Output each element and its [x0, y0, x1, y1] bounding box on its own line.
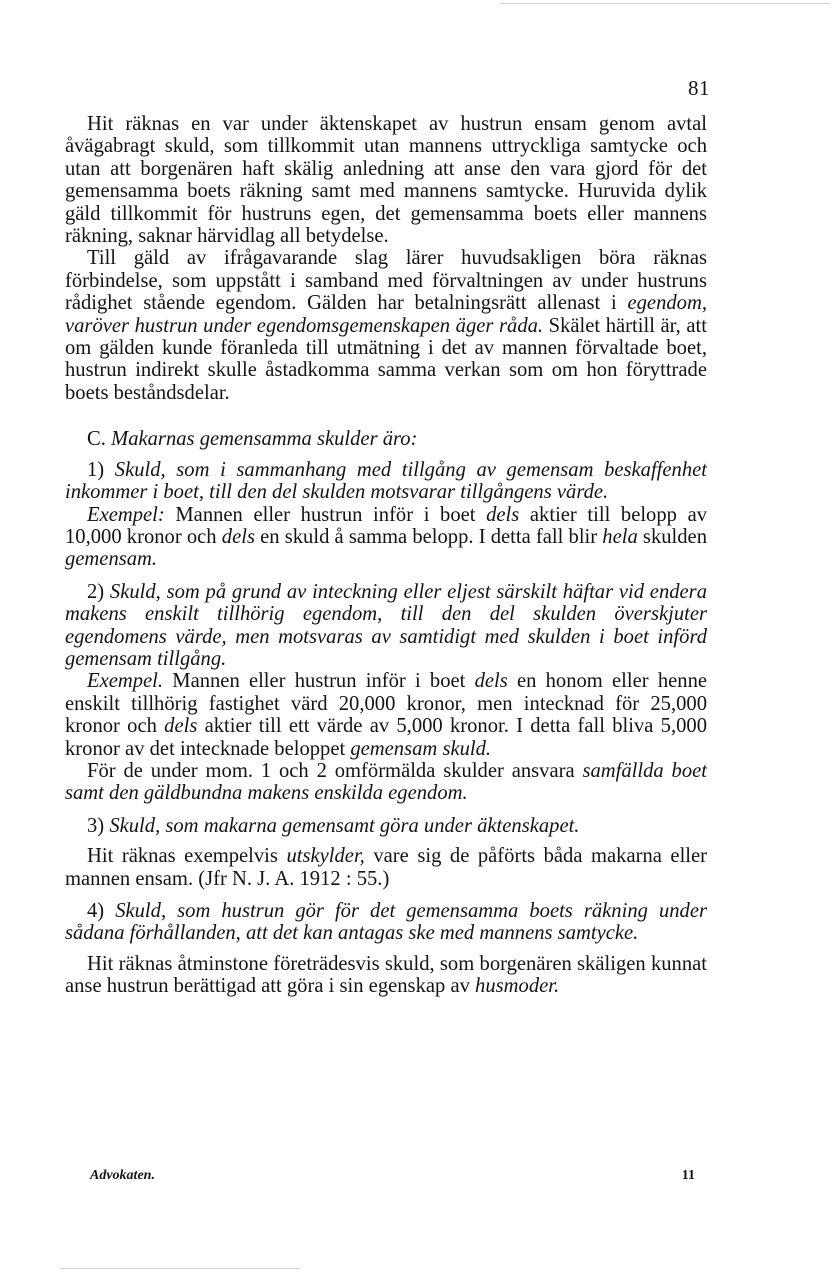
paragraph [65, 581, 707, 671]
text-run: en honom eller henne enskilt tillhörig fastighet värd 20,000 kronor, men intecknad för 25,000 kronor och [65, 670, 708, 738]
text-run: Hit räknas en var under äktenskapet av hustrun ensam genom avtal åvägabragt skuld, som tillkommit utan mannens uttryckliga samtycke och utan att borgenären haft skälig anledning att anse den vara gjord för det gemensamma boets räkning samt med mannens samtycke. Huruvida dylik gäld tillkommit för hustruns egen, det gemensamma boets eller mannens räkning, saknar härvidlag all betydelse. [65, 113, 707, 248]
italic-text: egendom, varöver hustrun under egendomsgemenskapen äger råda. [65, 292, 707, 337]
text-run: 4) [87, 900, 116, 922]
italic-text: dels [474, 670, 508, 693]
page-footer [90, 1168, 695, 1184]
paragraph [65, 428, 707, 450]
paragraph [65, 459, 707, 504]
text-run: För de under mom. 1 och 2 omförmälda skulder ansvara [87, 759, 583, 782]
paragraph [65, 845, 707, 890]
italic-text: Skuld, som makarna gemensamt göra under äktenskapet. [109, 814, 580, 837]
paragraph [65, 670, 707, 760]
text-run: vare sig de påförts båda makarna eller mannen ensam. (Jfr N. J. A. 1912 : 55.) [65, 845, 708, 890]
italic-text: utskylder, [286, 845, 365, 868]
italic-text: husmoder. [475, 975, 560, 998]
text-run: Till gäld av ifrågavarande slag lärer huvudsakligen böra räknas förbindelse, som uppstått i samband med förvaltningen av under hustruns rådighet stående egendom. Gälden har betalningsrätt allenast i [65, 247, 707, 315]
italic-text: Exempel: [87, 503, 165, 526]
paragraph [65, 953, 707, 998]
italic-text: Makarnas gemensamma skulder äro: [111, 428, 418, 451]
italic-text: dels [221, 525, 255, 548]
bottom-edge-line [60, 1268, 300, 1269]
paragraph [65, 815, 707, 837]
text-run: C. [87, 428, 112, 451]
paragraph [65, 900, 707, 945]
italic-text: dels [164, 715, 198, 738]
text-run: skulden [637, 525, 707, 548]
footer-publication-name: Advokaten. [90, 1168, 155, 1183]
italic-text: Skuld, som på grund av inteckning eller eljest särskilt häftar vid endera makens enskilt tillhörig egendom, till den del skulden överskjuter egendomens värde, men motsvaras av samtidigt med skulden i boet införd gemensam tillgång. [65, 580, 707, 670]
paragraph [65, 760, 707, 805]
text-run: aktier till belopp av 10,000 kronor och [65, 503, 708, 548]
text-run: Hit räknas exempelvis [87, 845, 287, 868]
italic-text: Skuld, som i sammanhang med tillgång av gemensam beskaffenhet inkommer i boet, till den del skulden motsvarar tillgångens värde. [65, 458, 707, 504]
page-body [65, 113, 707, 998]
top-edge-line [500, 3, 830, 4]
italic-text: gemensam. [65, 548, 158, 571]
italic-text: hela [602, 525, 638, 548]
text-run: 3) [87, 814, 110, 837]
text-run: en skuld å samma belopp. I detta fall blir [254, 525, 603, 548]
text-run: aktier till ett värde av 5,000 kronor. I detta fall bliva 5,000 kronor av det intecknade beloppet [65, 715, 708, 760]
paragraph [65, 247, 707, 404]
paragraph [65, 504, 707, 571]
text-run: Mannen eller hustrun inför i boet [164, 503, 487, 526]
italic-text: dels [486, 503, 520, 526]
text-run: 1) [87, 458, 115, 481]
text-run: Skälet härtill är, att om gälden kunde föranleda till utmätning i det av mannen förvaltade boet, hustrun indirekt skulle åstadkomma samma verkan som om hon föryttrade boets beståndsdelar. [65, 314, 708, 404]
text-run: 2) [87, 580, 110, 603]
italic-text: samfällda boet samt den gäldbundna makens enskilda egendom. [65, 759, 708, 805]
italic-text: Skuld, som hustrun gör för det gemensamma boets räkning under sådana förhållanden, att det kan antagas ske med mannens samtycke. [65, 900, 707, 945]
paragraph [65, 113, 707, 247]
page-number: 81 [688, 76, 710, 100]
text-run: Hit räknas åtminstone företrädesvis skuld, som borgenären skäligen kunnat anse hustrun berättigad att göra i sin egenskap av [65, 952, 707, 998]
italic-text: Exempel. [87, 670, 164, 693]
footer-signature-mark: 11 [681, 1168, 695, 1183]
italic-text: gemensam skuld. [350, 737, 492, 760]
text-run: Mannen eller hustrun inför i boet [163, 670, 475, 693]
